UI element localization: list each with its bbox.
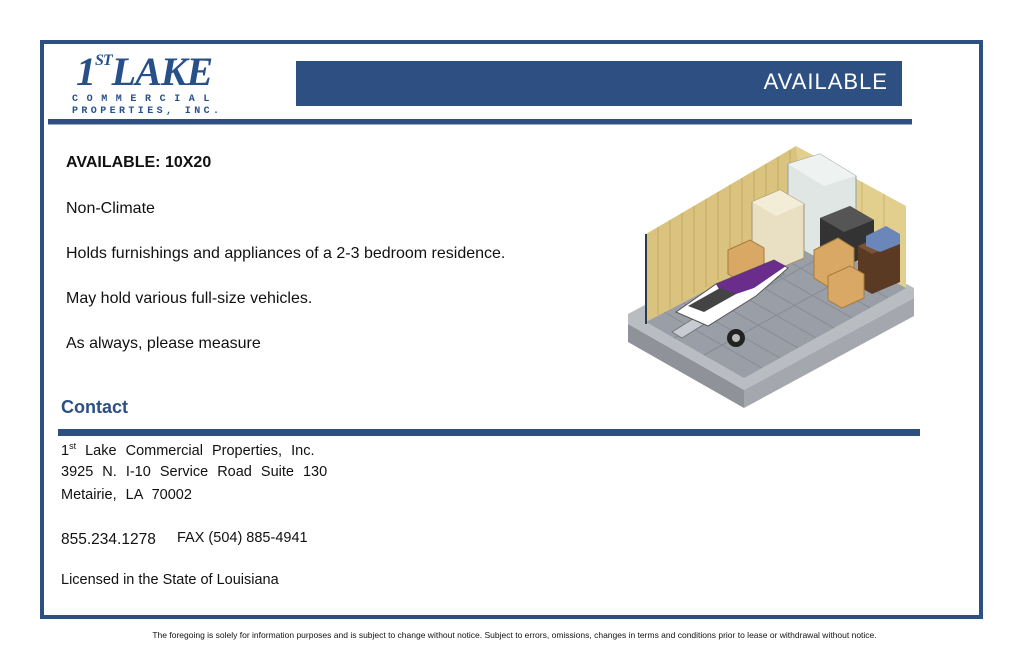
listing-capacity: Holds furnishings and appliances of a 2-3 bedroom residence. xyxy=(66,245,506,262)
footer-disclaimer: The foregoing is solely for information purposes and is subject to change without notice. Subject to errors, omissions, changes in terms and conditions prior to lease or withdrawal without notice. xyxy=(152,630,877,640)
logo-wordmark: 1STLAKE xyxy=(76,49,213,94)
listing-vehicles: May hold various full-size vehicles. xyxy=(66,290,313,307)
fax-number: FAX (504) 885-4941 xyxy=(177,530,308,546)
header-divider-shadow xyxy=(48,124,912,125)
listing-climate: Non-Climate xyxy=(66,200,155,217)
status-banner: AVAILABLE xyxy=(296,61,902,106)
company-logo xyxy=(72,48,262,120)
phone-number[interactable]: 855.234.1278 xyxy=(61,531,156,548)
listing-title: AVAILABLE: 10X20 xyxy=(66,154,212,171)
contact-heading: Contact xyxy=(61,397,128,417)
address-line-1: 3925 N. I-10 Service Road Suite 130 xyxy=(61,464,328,480)
logo-subline-1: COMMERCIAL xyxy=(72,94,219,105)
address-line-2: Metairie, LA 70002 xyxy=(61,487,192,503)
logo-subline-2: PROPERTIES, INC. xyxy=(72,106,223,117)
storage-unit-illustration xyxy=(624,142,920,412)
license-statement: Licensed in the State of Louisiana xyxy=(61,572,279,588)
company-name: 1st Lake Commercial Properties, Inc. xyxy=(61,441,315,459)
listing-note: As always, please measure xyxy=(66,335,261,352)
contact-divider xyxy=(58,429,920,436)
